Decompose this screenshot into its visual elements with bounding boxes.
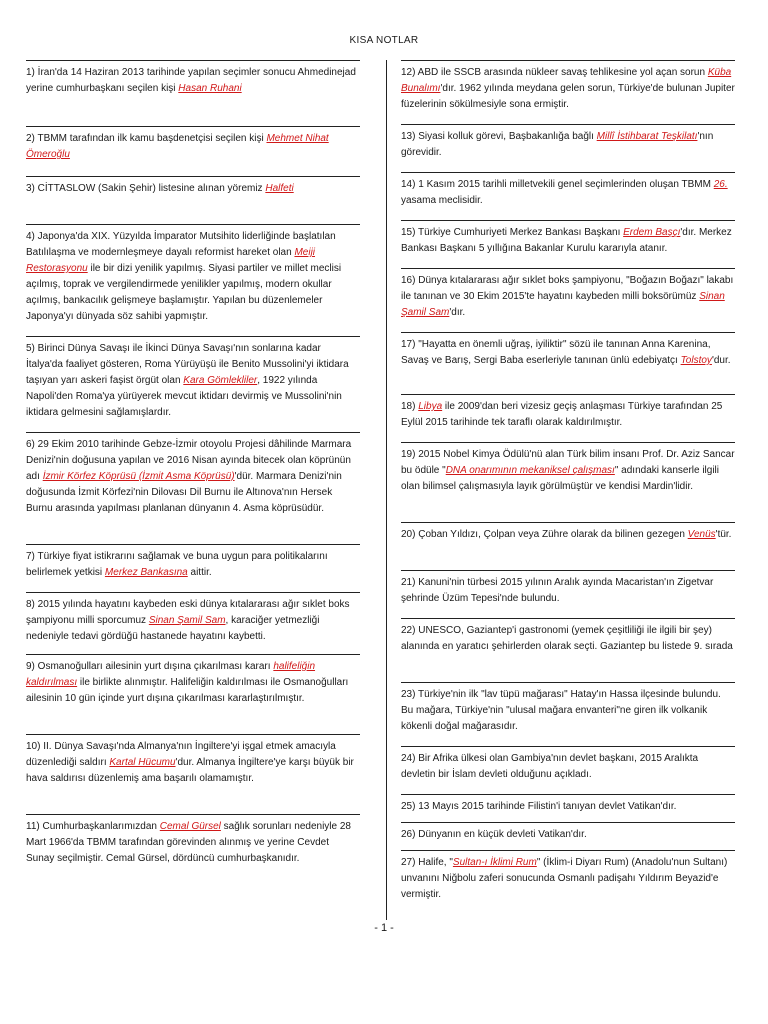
note-item (401, 332, 735, 394)
right-column (401, 60, 735, 906)
answer-highlight: halifeliğin kaldırılması (26, 661, 316, 688)
note-item (26, 814, 360, 894)
note-item (26, 734, 360, 814)
note-text: 10) II. Dünya Savaşı'nda Almanya'nın İngiltere'yi işgal etmek amacıyla düzenlediği saldırı (26, 741, 336, 768)
note-item (401, 60, 735, 124)
note-text: sağlık sorunları nedeniyle 28 Mart 1966'da TBMM tarafından görevinden alınmış ve yerine Cevdet Sunay seçilmiştir. Cemal Gürsel, dördüncü cumhurbaşkanıdır. (26, 821, 351, 864)
note-item (401, 442, 735, 522)
note-text: 24) Bir Afrika ülkesi olan Gambiya'nın devlet başkanı, 2015 Aralıkta devletin bir İslam devleti olduğunu açıkladı. (401, 753, 699, 780)
note-item (401, 746, 735, 794)
page-number: - 1 - (374, 922, 394, 934)
note-item (26, 224, 360, 336)
note-text: ile bir dizi yenilik yapılmış. Siyasi partiler ve millet meclisi açılmış, toprak ve vergilendirmede yenilikler yapılmış, modern okullar açılmış, bankacılık gelişmeye başlamıştır. Yapılan bu düzenlemeler Japonya'yı dünyada söz sahibi yapmıştır. (26, 263, 342, 322)
note-text: 'tür. (715, 529, 732, 540)
note-text: 'dır. Merkez Bankası Başkanı 5 yıllığına Bakanlar Kurulu kararıyla atanır. (401, 227, 732, 254)
answer-highlight: Merkez Bankasına (104, 567, 188, 578)
note-item (401, 124, 735, 172)
note-text: yasama meclisidir. (401, 195, 483, 206)
note-text: 3) CİTTASLOW (Sakin Şehir) listesine alınan yöremiz (26, 183, 266, 194)
note-text: 19) 2015 Nobel Kimya Ödülü'nü alan Türk bilim insanı Prof. Dr. Aziz Sancar bu ödüle " (401, 449, 735, 476)
note-item (26, 544, 360, 592)
note-item (401, 850, 735, 906)
note-item (26, 432, 360, 544)
note-item (401, 618, 735, 682)
note-text: 'nın görevidir. (401, 131, 714, 158)
note-text: 17) "Hayatta en önemli uğraş, iyiliktir" sözü ile tanınan Anna Karenina, Savaş ve Barış, Sergi Baba eserleriyle tanınan ünlü edebiyatçı (401, 339, 711, 366)
note-text: ile 2009'dan beri vizesiz geçiş anlaşması Türkiye tarafından 25 Eylül 2015 tarihinde tek taraflı olarak kaldırılmıştır. (401, 401, 723, 428)
answer-highlight: Küba Bunalımı (401, 67, 732, 94)
answer-highlight: İzmir Körfez Köprüsü (İzmit Asma Köprüsü) (42, 471, 235, 482)
note-text: ile birlikte alınmıştır. Halifeliğin kaldırılması ile Osmanoğulları ailesinin 10 gün içinde yurt dışına çıkarılması kararlaştırılmıştır. (26, 677, 349, 704)
answer-highlight: Venüs (687, 529, 716, 540)
note-item (401, 570, 735, 618)
note-text: 25) 13 Mayıs 2015 tarihinde Filistin'i tanıyan devlet Vatikan'dır. (401, 801, 677, 812)
note-item (401, 682, 735, 746)
note-item (401, 172, 735, 220)
note-text: 13) Siyasi kolluk görevi, Başbakanlığa bağlı (401, 131, 597, 142)
answer-highlight: Tolstoy (680, 355, 712, 366)
note-text: , karaciğer yetmezliği nedeniyle tedavi gördüğü hastanede hayatını kaybetti. (26, 615, 320, 642)
note-item (26, 592, 360, 654)
note-text: 'dur. (711, 355, 731, 366)
note-text: 'dür. Marmara Denizi'nin doğusunda İzmit Körfezi'nin Dilovası Dil Burnu ile Altınova'nın Hersek Burnu arasında yapılması planlanan dünyanın 4. Asma köprüsüdür. (26, 471, 342, 514)
answer-highlight: Sultan-ı İklimi Rum (452, 857, 537, 868)
note-item (401, 394, 735, 442)
answer-highlight: Sinan Şamil Sam (401, 291, 725, 318)
note-item (26, 176, 360, 224)
note-text: 18) (401, 401, 419, 412)
answer-highlight: Cemal Gürsel (159, 821, 221, 832)
note-item (401, 822, 735, 850)
note-item (401, 522, 735, 570)
note-item (401, 220, 735, 268)
answer-highlight: Sinan Şamil Sam (148, 615, 226, 626)
answer-highlight: 26. (713, 179, 728, 190)
answer-highlight: Halfeti (265, 183, 294, 194)
note-text: 7) Türkiye fiyat istikrarını sağlamak ve buna uygun para politikalarını belirlemek yetkisi (26, 551, 328, 578)
answer-highlight: Millî İstihbarat Teşkilatı (596, 131, 698, 142)
note-text: 26) Dünyanın en küçük devleti Vatikan'dır. (401, 829, 587, 840)
answer-highlight: Libya (418, 401, 443, 412)
note-text: 21) Kanuni'nin türbesi 2015 yılının Aralık ayında Macaristan'ın Zigetvar şehrinde Üzüm Tepesi'nde bulundu. (401, 577, 714, 604)
note-text: 4) Japonya'da XIX. Yüzyılda İmparator Mutsihito liderliğinde başlatılan Batılılaşma ve modernleşmeye dayalı reformist hareket olan (26, 231, 336, 258)
note-text: 15) Türkiye Cumhuriyeti Merkez Bankası Başkanı (401, 227, 624, 238)
note-text: 9) Osmanoğulları ailesinin yurt dışına çıkarılması kararı (26, 661, 274, 672)
note-text: " adındaki kanserle ilgili olan bilimsel çalışmasıyla layık görülmüştür ve kendisi Mardin'lidir. (401, 465, 720, 492)
note-text: 'dır. 1962 yılında meydana gelen sorun, Türkiye'de bulunan Jupiter füzelerinin sökülmesiyle sona ermiştir. (401, 83, 735, 110)
note-text: 8) 2015 yılında hayatını kaybeden eski dünya kıtalararası ağır sıklet boks şampiyonu milli sporcumuz (26, 599, 350, 626)
note-text: 23) Türkiye'nin ilk "lav tüpü mağarası" Hatay'ın Hassa ilçesinde bulundu. Bu mağara, Türkiye'nin "ulusal mağara envanteri"ne giren ilk volkanik kökenli doğal mağarasıdır. (401, 689, 721, 732)
note-text: , 1922 yılında Napoli'den Roma'ya yürüyerek mevcut iktidarı devirmiş ve Mussolini'nin iktidara gelmesini sağlamışlardır. (26, 375, 342, 418)
note-item (26, 126, 360, 176)
note-text: 12) ABD ile SSCB arasında nükleer savaş tehlikesine yol açan sorun (401, 67, 708, 78)
note-text: 20) Çoban Yıldızı, Çolpan veya Zühre olarak da bilinen gezegen (401, 529, 688, 540)
note-text: 27) Halife, " (401, 857, 453, 868)
note-item (26, 654, 360, 734)
answer-highlight: Mehmet Nihat Ömeroğlu (26, 133, 329, 160)
note-item (401, 794, 735, 822)
answer-highlight: Kartal Hücumu (109, 757, 176, 768)
note-text: 6) 29 Ekim 2010 tarihinde Gebze-İzmir otoyolu Projesi dâhilinde Marmara Denizi'nin doğusuna yapılan ve 2016 Nisan ayında bitecek olan köprünün adı (26, 439, 352, 482)
note-text: 'dur. Almanya İngiltere'ye karşı büyük bir hava saldırısı düzenlemiş ama başarılı olamamıştır. (26, 757, 354, 784)
page-title: KISA NOTLAR (349, 35, 419, 46)
note-text: 16) Dünya kıtalararası ağır sıklet boks şampiyonu, "Boğazın Boğazı" lakabı ile tanınan ve 30 Ekim 2015'te hayatını kaybeden milli boksörümüz (401, 275, 734, 302)
note-text: 14) 1 Kasım 2015 tarihli milletvekili genel seçimlerinden oluşan TBMM (401, 179, 714, 190)
note-text: 1) İran'da 14 Haziran 2013 tarihinde yapılan seçimler sonucu Ahmedinejad yerine cumhurbaşkanı seçilen kişi (26, 67, 356, 94)
note-item (26, 60, 360, 126)
note-text: 'dır. (449, 307, 466, 318)
left-column (26, 60, 360, 894)
answer-highlight: Kara Gömlekliler (183, 375, 258, 386)
answer-highlight: Erdem Başçı (623, 227, 681, 238)
note-item (401, 268, 735, 332)
note-text: aittir. (187, 567, 212, 578)
note-item (26, 336, 360, 432)
note-text: 2) TBMM tarafından ilk kamu başdenetçisi seçilen kişi (26, 133, 267, 144)
answer-highlight: DNA onarımının mekaniksel çalışması (445, 465, 615, 476)
note-text: 11) Cumhurbaşkanlarımızdan (26, 821, 160, 832)
column-divider (386, 60, 387, 920)
answer-highlight: Hasan Ruhani (178, 83, 242, 94)
note-text: " (İklim-i Diyarı Rum) (Anadolu'nun Sultanı) unvanını Niğbolu zaferi sonucunda Osmanlı padişahı Yıldırım Beyazid'e vermiştir. (401, 857, 728, 900)
note-text: 5) Birinci Dünya Savaşı ile İkinci Dünya Savaşı'nın sonlarına kadar İtalya'da faaliyet gösteren, Roma Yürüyüşü ile Benito Mussolini'yi iktidara taşıyan yarı askeri faşist örgüt olan (26, 343, 349, 386)
note-text: 22) UNESCO, Gaziantep'i gastronomi (yemek çeşitliliği ile ilgili bir şey) alanında en yaratıcı şehirlerden olarak seçti. Gaziantep bu listede 9. sırada (401, 625, 733, 652)
answer-highlight: Meiji Restorasyonu (26, 247, 316, 274)
